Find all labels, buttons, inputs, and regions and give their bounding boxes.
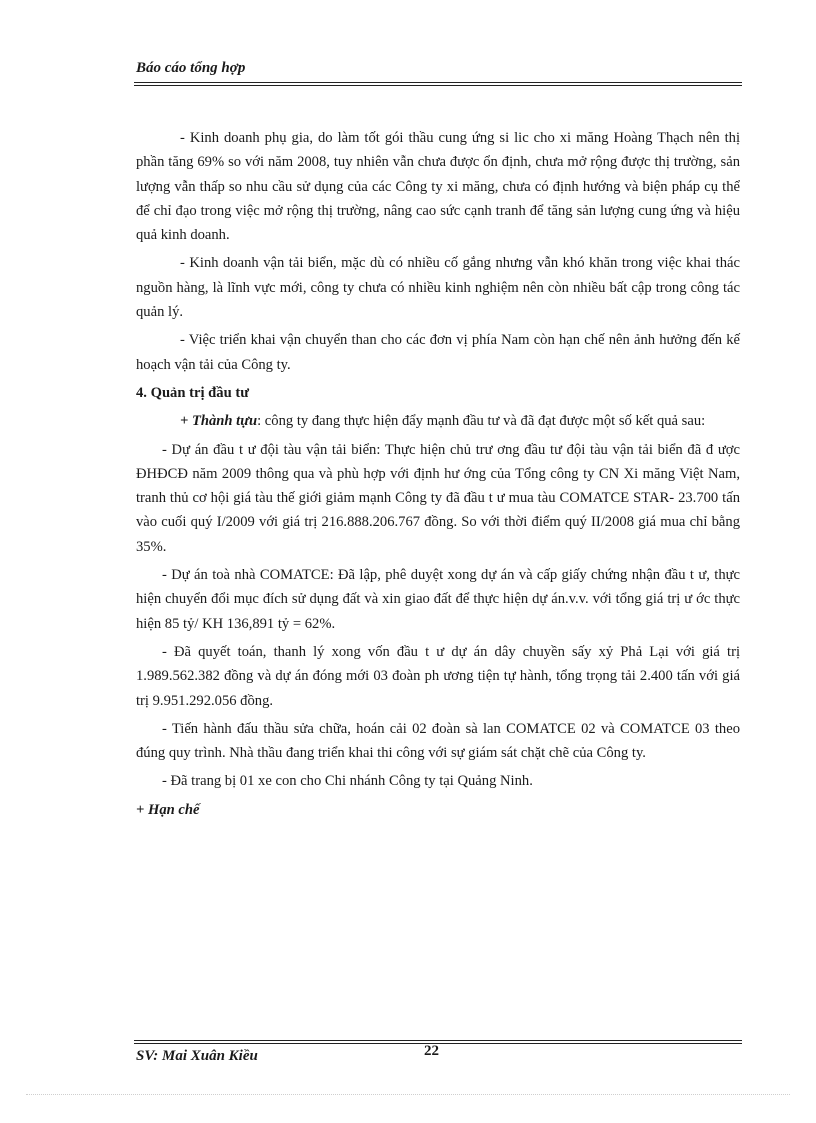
header-title: Báo cáo tổng hợp <box>136 60 246 76</box>
paragraph-coal-transport: - Việc triển khai vận chuyển than cho các đơn vị phía Nam còn hạn chế nên ảnh hưởng đến kế hoạch vận tải của Công ty. <box>136 332 740 373</box>
bottom-dotted-line <box>26 1094 790 1095</box>
achievements-label: + Thành tựu <box>180 413 258 430</box>
paragraph-additives: - Kinh doanh phụ gia, do làm tốt gói thầu cung ứng si lic cho xi măng Hoàng Thạch nên thị phần tăng 69% so với năm 2008, tuy nhiên vẫn chưa được ổn định, chưa mở rộng được thị trường, sản lượng vẫn thấp so nhu cầu sử dụng của các Công ty xi măng, chưa có định hướng và biện pháp cụ thể để chỉ đạo trong việc mở rộng thị trường, nâng cao sức cạnh tranh để tăng sản lượng cung ứng và hiệu quả kinh doanh. <box>136 130 740 244</box>
footer-rule-top <box>134 1040 742 1041</box>
paragraph-achievements <box>136 409 740 433</box>
section-heading-investment: 4. Quản trị đầu tư <box>136 384 249 401</box>
paragraph-settlement: - Đã quyết toán, thanh lý xong vốn đầu t ư dự án dây chuyền sấy xỷ Phả Lại với giá trị 1.989.562.382 đồng và dự án đóng mới 03 đoàn ph ương tiện tự hành, tổng trọng tải 2.400 tấn với giá trị 9.951.292.056 đồng. <box>136 643 740 709</box>
footer-author: SV: Mai Xuân Kiều <box>136 1048 258 1064</box>
paragraph-fleet-project: - Dự án đầu t ư đội tàu vận tải biển: Thực hiện chủ trư ơng đầu tư đội tàu vận tải biển đã đ ược ĐHĐCĐ năm 2009 thông qua và phù hợp với định hư ớng của Tổng công ty CN Xi măng Việt Nam, tranh thủ cơ hội giá tàu thế giới giảm mạnh Công ty đã đầu t ư mua tàu COMATCE STAR- 23.700 tấn vào cuối quý I/2009 với giá trị 216.888.206.767 đồng. So với thời điểm quý II/2008 giá mua chỉ bằng 35%. <box>136 441 740 555</box>
limitations-heading: + Hạn chế <box>136 801 200 818</box>
document-body <box>136 126 740 826</box>
paragraph-barge-repair: - Tiến hành đấu thầu sửa chữa, hoán cải 02 đoàn sà lan COMATCE 02 và COMATCE 03 theo đúng quy trình. Nhà thầu đang triển khai thi công với sự giám sát chặt chẽ của Công ty. <box>136 720 740 762</box>
paragraph-vehicle: - Đã trang bị 01 xe con cho Chi nhánh Công ty tại Quảng Ninh. <box>162 773 533 790</box>
page-number: 22 <box>424 1043 439 1059</box>
header-rule-bottom <box>134 85 742 86</box>
paragraph-sea-transport: - Kinh doanh vận tải biển, mặc dù có nhiều cố gắng nhưng vẫn khó khăn trong việc khai thác nguồn hàng, là lĩnh vực mới, công ty chưa có nhiều kinh nghiệm nên còn nhiều bất cập trong công tác quản lý. <box>136 255 740 321</box>
header-rule-top <box>134 82 742 83</box>
achievements-text: : công ty đang thực hiện đẩy mạnh đầu tư và đã đạt được một số kết quả sau: <box>257 413 706 430</box>
paragraph-building-project: - Dự án toà nhà COMATCE: Đã lập, phê duyệt xong dự án và cấp giấy chứng nhận đầu t ư, thực hiện chuyển đổi mục đích sử dụng đất và xin giao đất để thực hiện dự án.v.v. với tổng giá trị ư ớc thực hiện 85 tỷ/ KH 136,891 tỷ = 62%. <box>136 567 740 632</box>
